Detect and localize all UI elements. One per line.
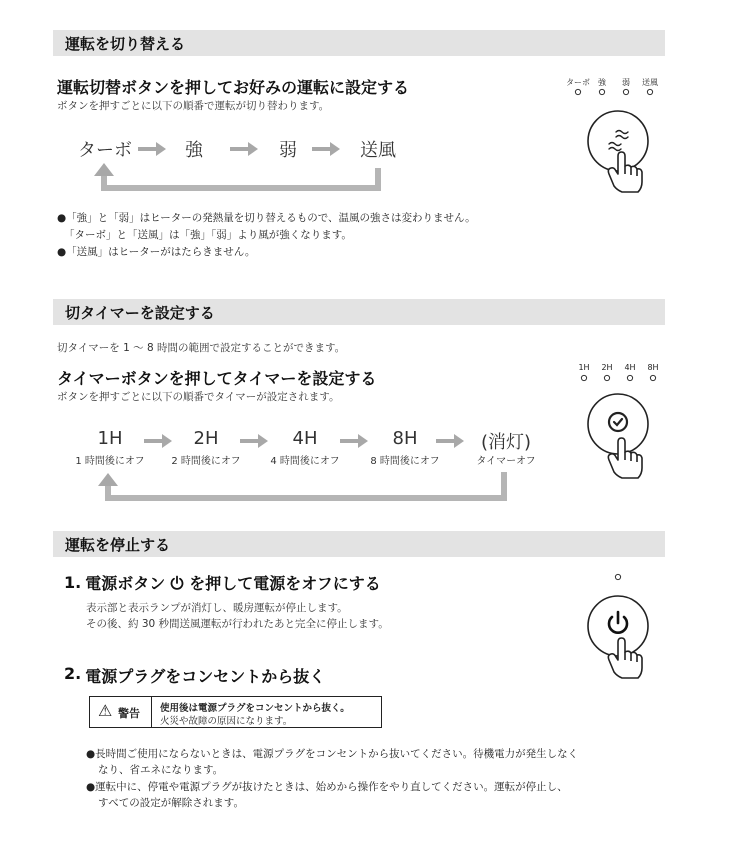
section-header-stop bbox=[53, 531, 665, 557]
timer-step-off: (消灯) bbox=[480, 432, 532, 453]
timer-button-illustration bbox=[560, 372, 670, 484]
timer-description: ボタンを押すごとに以下の順番でタイマーが設定されます。 bbox=[57, 391, 340, 403]
power-icon bbox=[169, 575, 185, 591]
warning-triangle-icon: ⚠ bbox=[98, 701, 113, 720]
timer-caption-4h: 4 時間後にオフ bbox=[270, 456, 340, 467]
lamp-label-4h: 4H bbox=[624, 363, 636, 372]
lamp-label-1h: 1H bbox=[578, 363, 590, 372]
arrow-right-icon bbox=[340, 434, 368, 448]
stop-note-2-cont: すべての設定が解除されます。 bbox=[98, 797, 244, 809]
stop-note-1: ●長時間ご使用にならないときは、電源プラグをコンセントから抜いてください。待機電力が発生しなく bbox=[86, 748, 579, 760]
arrow-right-icon bbox=[138, 142, 166, 156]
section-title: 運転を停止する bbox=[65, 536, 171, 554]
stop-note-2: ●運転中に、停電や電源プラグが抜けたときは、始めから操作をやり直してください。運転が停止し、 bbox=[86, 781, 568, 793]
arrow-right-icon bbox=[436, 434, 464, 448]
mode-note-2: 「ターボ」と「送風」は「強」「弱」より風が強くなります。 bbox=[64, 229, 352, 241]
warning-label-cell bbox=[90, 697, 152, 727]
timer-step-1h: 1H bbox=[97, 428, 123, 449]
lamp-indicator bbox=[575, 89, 580, 94]
lamp-indicator bbox=[581, 375, 586, 380]
mode-note-1: ●「強」と「弱」はヒーターの発熱量を切り替えるもので、温風の強さは変わりません。 bbox=[57, 212, 476, 224]
timer-step-4h: 4H bbox=[292, 428, 318, 449]
mode-step-fan: 送風 bbox=[360, 140, 396, 161]
loop-arrow-icon bbox=[98, 472, 504, 498]
timer-step-2h: 2H bbox=[193, 428, 219, 449]
lamp-label-8h: 8H bbox=[647, 363, 659, 372]
timer-sequence-arrows bbox=[60, 420, 530, 510]
lamp-indicator bbox=[627, 375, 632, 380]
timer-caption-2h: 2 時間後にオフ bbox=[171, 456, 241, 467]
arrow-right-icon bbox=[144, 434, 172, 448]
warning-box bbox=[89, 696, 382, 728]
arrow-right-icon bbox=[240, 434, 268, 448]
power-button-illustration bbox=[560, 568, 670, 692]
lamp-label-2h: 2H bbox=[601, 363, 613, 372]
lamp-indicator bbox=[647, 89, 652, 94]
mode-sequence-arrows bbox=[60, 130, 420, 202]
lamp-label-weak: 弱 bbox=[622, 78, 630, 87]
stop-step-2-heading bbox=[64, 664, 325, 687]
stop-step-1-line-2: その後、約 30 秒間送風運転が行われたあと完全に停止します。 bbox=[86, 618, 389, 630]
section-title: 切タイマーを設定する bbox=[65, 304, 215, 322]
lamp-label-fan: 送風 bbox=[642, 78, 658, 87]
lamp-label-turbo: ターボ bbox=[566, 78, 590, 87]
step-number: 1. bbox=[64, 573, 82, 592]
section-header-mode bbox=[53, 30, 665, 56]
lamp-indicator bbox=[650, 375, 655, 380]
lamp-indicator bbox=[599, 89, 604, 94]
step-heading: 電源プラグをコンセントから抜く bbox=[85, 667, 326, 686]
step-heading-post: を押して電源をオフにする bbox=[189, 574, 381, 593]
mode-button-illustration bbox=[560, 86, 670, 198]
warning-bold-text: 使用後は電源プラグをコンセントから抜く。 bbox=[160, 703, 350, 714]
timer-intro: 切タイマーを 1 ～ 8 時間の範囲で設定することができます。 bbox=[57, 342, 346, 354]
stop-note-1-cont: なり、省エネになります。 bbox=[98, 764, 224, 776]
lamp-indicator bbox=[615, 574, 620, 579]
lamp-indicator bbox=[623, 89, 628, 94]
arrow-right-icon bbox=[230, 142, 258, 156]
stop-step-1-heading bbox=[64, 571, 381, 594]
step-heading-pre: 電源ボタン bbox=[85, 574, 166, 593]
timer-caption-8h: 8 時間後にオフ bbox=[370, 456, 440, 467]
lamp-indicator bbox=[604, 375, 609, 380]
timer-caption-1h: 1 時間後にオフ bbox=[75, 456, 145, 467]
warning-label: 警告 bbox=[118, 707, 140, 720]
stop-step-1-line-1: 表示部と表示ランプが消灯し、暖房運転が停止します。 bbox=[86, 602, 348, 614]
timer-caption-off: タイマーオフ bbox=[476, 456, 536, 467]
mode-step-weak: 弱 bbox=[279, 140, 297, 161]
arrow-right-icon bbox=[312, 142, 340, 156]
timer-heading: タイマーボタンを押してタイマーを設定する bbox=[57, 369, 377, 388]
warning-text: 火災や故障の原因になります。 bbox=[160, 716, 293, 727]
mode-step-turbo: ターボ bbox=[78, 140, 132, 161]
mode-heading: 運転切替ボタンを押してお好みの運転に設定する bbox=[57, 78, 410, 97]
section-header-timer bbox=[53, 299, 665, 325]
mode-step-strong: 強 bbox=[185, 140, 203, 161]
loop-arrow-icon bbox=[94, 163, 378, 188]
timer-step-8h: 8H bbox=[392, 428, 418, 449]
section-title: 運転を切り替える bbox=[65, 35, 186, 53]
lamp-label-strong: 強 bbox=[598, 78, 606, 87]
mode-description: ボタンを押すごとに以下の順番で運転が切り替わります。 bbox=[57, 100, 330, 112]
mode-note-3: ●「送風」はヒーターがはたらきません。 bbox=[57, 246, 256, 258]
step-number: 2. bbox=[64, 664, 82, 683]
